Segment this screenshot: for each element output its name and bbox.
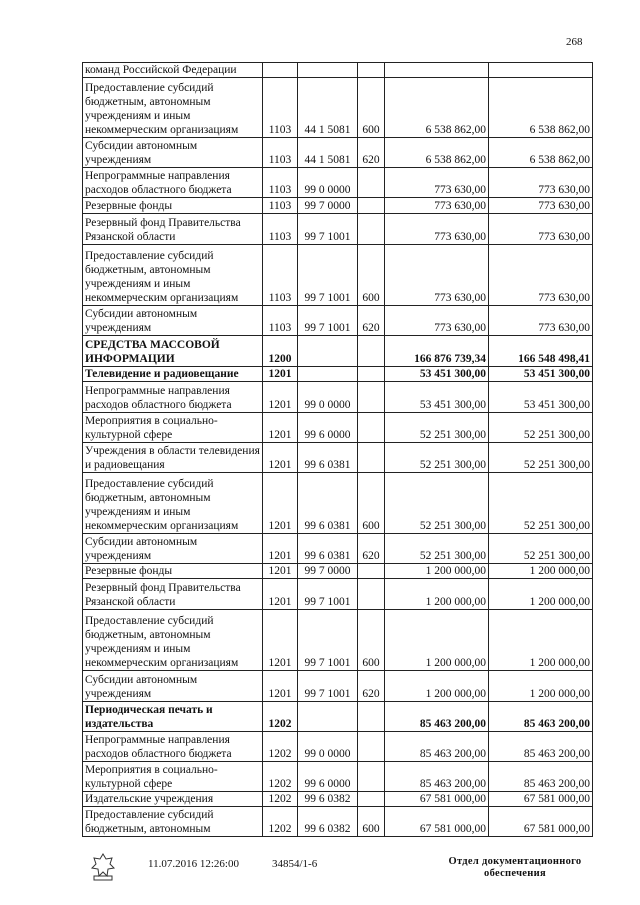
cell-name: Непрограммные направления расходов областного бюджета bbox=[83, 168, 263, 198]
cell-sum-2016: 1 200 000,00 bbox=[385, 671, 489, 702]
cell-sum-executed: 6 538 862,00 bbox=[489, 78, 593, 138]
cell-sum-2016: 166 876 739,34 bbox=[385, 336, 489, 367]
cell-section: 1103 bbox=[263, 78, 298, 138]
table-row bbox=[83, 382, 593, 413]
cell-name: Резервные фонды bbox=[83, 564, 263, 579]
cell-sum-2016: 85 463 200,00 bbox=[385, 762, 489, 792]
footer-doc-number: 34854/1-6 bbox=[272, 858, 318, 870]
cell-section: 1103 bbox=[263, 168, 298, 198]
cell-sum-2016: 52 251 300,00 bbox=[385, 413, 489, 443]
cell-sum-2016: 67 581 000,00 bbox=[385, 807, 489, 837]
cell-type bbox=[358, 214, 385, 245]
cell-type bbox=[358, 702, 385, 732]
table-row bbox=[83, 138, 593, 168]
cell-sum-2016: 6 538 862,00 bbox=[385, 78, 489, 138]
footer-datetime: 11.07.2016 12:26:00 bbox=[148, 858, 239, 870]
cell-sum-executed: 773 630,00 bbox=[489, 168, 593, 198]
cell-sum-executed: 52 251 300,00 bbox=[489, 413, 593, 443]
cell-name: Предоставление субсидий бюджетным, автономным учреждениям и иным некоммерческим организациям bbox=[83, 473, 263, 534]
cell-article: 99 6 0381 bbox=[298, 534, 358, 564]
table-row bbox=[83, 367, 593, 382]
cell-section: 1103 bbox=[263, 306, 298, 336]
cell-sum-executed: 85 463 200,00 bbox=[489, 702, 593, 732]
cell-section: 1201 bbox=[263, 579, 298, 610]
cell-sum-2016: 52 251 300,00 bbox=[385, 443, 489, 473]
table-row bbox=[83, 671, 593, 702]
cell-sum-executed: 773 630,00 bbox=[489, 245, 593, 306]
table-row bbox=[83, 245, 593, 306]
cell-sum-2016: 1 200 000,00 bbox=[385, 610, 489, 671]
cell-sum-2016 bbox=[385, 63, 489, 78]
cell-name: команд Российской Федерации bbox=[83, 63, 263, 78]
cell-article: 99 0 0000 bbox=[298, 732, 358, 762]
cell-sum-executed: 85 463 200,00 bbox=[489, 732, 593, 762]
table-row bbox=[83, 534, 593, 564]
cell-section: 1201 bbox=[263, 534, 298, 564]
cell-sum-2016: 6 538 862,00 bbox=[385, 138, 489, 168]
budget-table-body bbox=[83, 63, 593, 837]
cell-name: Периодическая печать и издательства bbox=[83, 702, 263, 732]
cell-sum-2016: 53 451 300,00 bbox=[385, 382, 489, 413]
coat-of-arms-logo bbox=[90, 852, 116, 882]
cell-type: 620 bbox=[358, 671, 385, 702]
cell-article: 99 7 1001 bbox=[298, 214, 358, 245]
table-row bbox=[83, 306, 593, 336]
cell-name: Непрограммные направления расходов областного бюджета bbox=[83, 382, 263, 413]
cell-article bbox=[298, 63, 358, 78]
cell-section: 1202 bbox=[263, 807, 298, 837]
cell-name: СРЕДСТВА МАССОВОЙ ИНФОРМАЦИИ bbox=[83, 336, 263, 367]
cell-type bbox=[358, 413, 385, 443]
cell-article: 99 7 1001 bbox=[298, 610, 358, 671]
cell-article: 99 0 0000 bbox=[298, 382, 358, 413]
cell-sum-2016: 773 630,00 bbox=[385, 198, 489, 214]
table-row bbox=[83, 792, 593, 807]
cell-type: 600 bbox=[358, 78, 385, 138]
table-row bbox=[83, 610, 593, 671]
cell-article: 99 7 1001 bbox=[298, 671, 358, 702]
table-row bbox=[83, 732, 593, 762]
cell-sum-executed: 1 200 000,00 bbox=[489, 564, 593, 579]
cell-type: 620 bbox=[358, 306, 385, 336]
cell-section: 1201 bbox=[263, 564, 298, 579]
cell-section: 1201 bbox=[263, 382, 298, 413]
cell-name: Резервный фонд Правительства Рязанской области bbox=[83, 579, 263, 610]
cell-sum-2016: 773 630,00 bbox=[385, 214, 489, 245]
cell-name: Мероприятия в социально-культурной сфере bbox=[83, 413, 263, 443]
cell-article bbox=[298, 336, 358, 367]
cell-type bbox=[358, 382, 385, 413]
cell-name: Предоставление субсидий бюджетным, автономным bbox=[83, 807, 263, 837]
cell-sum-executed: 53 451 300,00 bbox=[489, 382, 593, 413]
cell-name: Субсидии автономным учреждениям bbox=[83, 671, 263, 702]
cell-article: 99 7 1001 bbox=[298, 306, 358, 336]
cell-article: 99 7 1001 bbox=[298, 579, 358, 610]
table-row bbox=[83, 443, 593, 473]
cell-section: 1103 bbox=[263, 138, 298, 168]
cell-section: 1202 bbox=[263, 732, 298, 762]
cell-sum-executed: 85 463 200,00 bbox=[489, 762, 593, 792]
cell-article bbox=[298, 367, 358, 382]
cell-sum-2016: 1 200 000,00 bbox=[385, 564, 489, 579]
table-row bbox=[83, 473, 593, 534]
cell-section: 1200 bbox=[263, 336, 298, 367]
cell-sum-2016: 53 451 300,00 bbox=[385, 367, 489, 382]
cell-sum-2016: 1 200 000,00 bbox=[385, 579, 489, 610]
cell-type bbox=[358, 762, 385, 792]
cell-sum-2016: 52 251 300,00 bbox=[385, 534, 489, 564]
cell-section: 1202 bbox=[263, 792, 298, 807]
cell-sum-executed: 773 630,00 bbox=[489, 214, 593, 245]
cell-section: 1202 bbox=[263, 762, 298, 792]
cell-article: 99 6 0382 bbox=[298, 792, 358, 807]
table-row bbox=[83, 762, 593, 792]
table-row bbox=[83, 336, 593, 367]
cell-name: Непрограммные направления расходов областного бюджета bbox=[83, 732, 263, 762]
cell-article: 99 7 1001 bbox=[298, 245, 358, 306]
cell-sum-executed: 67 581 000,00 bbox=[489, 807, 593, 837]
cell-type: 620 bbox=[358, 534, 385, 564]
cell-article: 99 6 0381 bbox=[298, 473, 358, 534]
table-row bbox=[83, 168, 593, 198]
cell-sum-2016: 85 463 200,00 bbox=[385, 732, 489, 762]
cell-sum-executed: 773 630,00 bbox=[489, 306, 593, 336]
cell-sum-executed: 52 251 300,00 bbox=[489, 534, 593, 564]
cell-name: Предоставление субсидий бюджетным, автономным учреждениям и иным некоммерческим организациям bbox=[83, 78, 263, 138]
cell-section: 1201 bbox=[263, 443, 298, 473]
cell-sum-executed: 52 251 300,00 bbox=[489, 443, 593, 473]
cell-sum-2016: 773 630,00 bbox=[385, 306, 489, 336]
cell-sum-executed: 53 451 300,00 bbox=[489, 367, 593, 382]
cell-article: 99 7 0000 bbox=[298, 564, 358, 579]
cell-name: Предоставление субсидий бюджетным, автономным учреждениям и иным некоммерческим организациям bbox=[83, 610, 263, 671]
cell-article: 99 0 0000 bbox=[298, 168, 358, 198]
cell-name: Резервный фонд Правительства Рязанской области bbox=[83, 214, 263, 245]
cell-type bbox=[358, 336, 385, 367]
cell-section: 1201 bbox=[263, 473, 298, 534]
cell-sum-executed: 52 251 300,00 bbox=[489, 473, 593, 534]
cell-section: 1103 bbox=[263, 198, 298, 214]
cell-article: 44 1 5081 bbox=[298, 78, 358, 138]
cell-article: 99 6 0382 bbox=[298, 807, 358, 837]
cell-section: 1202 bbox=[263, 702, 298, 732]
cell-sum-2016: 85 463 200,00 bbox=[385, 702, 489, 732]
cell-section: 1103 bbox=[263, 245, 298, 306]
table-row bbox=[83, 78, 593, 138]
cell-sum-executed bbox=[489, 63, 593, 78]
cell-type bbox=[358, 168, 385, 198]
cell-sum-2016: 67 581 000,00 bbox=[385, 792, 489, 807]
cell-sum-executed: 773 630,00 bbox=[489, 198, 593, 214]
cell-name: Учреждения в области телевидения и радиовещания bbox=[83, 443, 263, 473]
cell-sum-executed: 1 200 000,00 bbox=[489, 579, 593, 610]
page-number: 268 bbox=[566, 36, 583, 48]
cell-type bbox=[358, 564, 385, 579]
cell-type: 600 bbox=[358, 473, 385, 534]
table-row bbox=[83, 198, 593, 214]
cell-name: Субсидии автономным учреждениям bbox=[83, 138, 263, 168]
table-row bbox=[83, 807, 593, 837]
cell-type bbox=[358, 443, 385, 473]
cell-type: 600 bbox=[358, 245, 385, 306]
table-row bbox=[83, 413, 593, 443]
cell-section bbox=[263, 63, 298, 78]
cell-type bbox=[358, 792, 385, 807]
cell-section: 1103 bbox=[263, 214, 298, 245]
cell-sum-2016: 52 251 300,00 bbox=[385, 473, 489, 534]
cell-section: 1201 bbox=[263, 413, 298, 443]
cell-name: Субсидии автономным учреждениям bbox=[83, 534, 263, 564]
cell-type: 620 bbox=[358, 138, 385, 168]
cell-name: Издательские учреждения bbox=[83, 792, 263, 807]
cell-sum-executed: 67 581 000,00 bbox=[489, 792, 593, 807]
cell-sum-executed: 166 548 498,41 bbox=[489, 336, 593, 367]
cell-article bbox=[298, 702, 358, 732]
cell-type bbox=[358, 63, 385, 78]
cell-name: Резервные фонды bbox=[83, 198, 263, 214]
cell-type: 600 bbox=[358, 807, 385, 837]
cell-section: 1201 bbox=[263, 367, 298, 382]
cell-type: 600 bbox=[358, 610, 385, 671]
cell-article: 99 7 0000 bbox=[298, 198, 358, 214]
cell-name: Мероприятия в социально-культурной сфере bbox=[83, 762, 263, 792]
cell-sum-executed: 1 200 000,00 bbox=[489, 610, 593, 671]
cell-name: Субсидии автономным учреждениям bbox=[83, 306, 263, 336]
table-row bbox=[83, 214, 593, 245]
cell-section: 1201 bbox=[263, 671, 298, 702]
cell-type bbox=[358, 367, 385, 382]
cell-type bbox=[358, 732, 385, 762]
cell-type bbox=[358, 579, 385, 610]
table-row bbox=[83, 702, 593, 732]
cell-sum-executed: 6 538 862,00 bbox=[489, 138, 593, 168]
cell-name: Предоставление субсидий бюджетным, автономным учреждениям и иным некоммерческим организациям bbox=[83, 245, 263, 306]
footer-department-stamp: Отдел документационного обеспечения bbox=[448, 856, 582, 879]
cell-article: 44 1 5081 bbox=[298, 138, 358, 168]
cell-article: 99 6 0000 bbox=[298, 762, 358, 792]
cell-article: 99 6 0381 bbox=[298, 443, 358, 473]
table-row bbox=[83, 579, 593, 610]
cell-sum-2016: 773 630,00 bbox=[385, 245, 489, 306]
cell-article: 99 6 0000 bbox=[298, 413, 358, 443]
table-row bbox=[83, 63, 593, 78]
cell-name: Телевидение и радиовещание bbox=[83, 367, 263, 382]
cell-type bbox=[358, 198, 385, 214]
table-row bbox=[83, 564, 593, 579]
cell-sum-executed: 1 200 000,00 bbox=[489, 671, 593, 702]
cell-section: 1201 bbox=[263, 610, 298, 671]
cell-sum-2016: 773 630,00 bbox=[385, 168, 489, 198]
budget-table bbox=[82, 62, 593, 837]
